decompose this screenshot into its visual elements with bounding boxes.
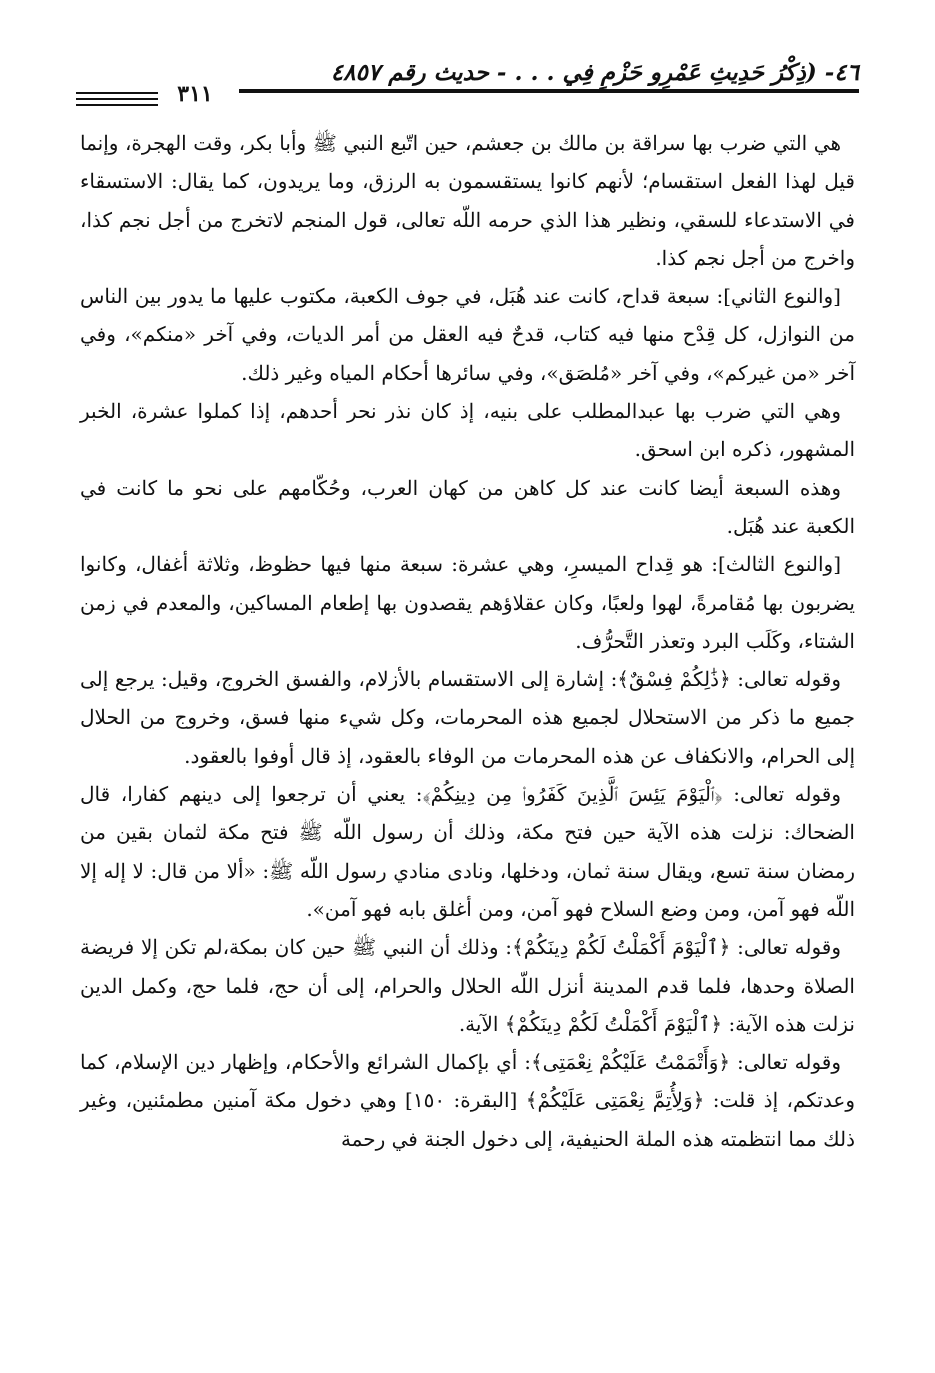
paragraph: هي التي ضرب بها سراقة بن مالك بن جعشم، حين اتّبع النبي ﷺ وأبا بكر، وقت الهجرة، وإنما قيل لهذا الفعل استقسام؛ لأنهم كانوا يستقسمون به الرزق، وما يريدون، كما يقال: الاستسقاء في الاستدعاء للسقي، ونظير هذا الذي حرمه اللّه تعالى، قول المنجم لاتخرج من أجل نجم كذا، واخرج من أجل نجم كذا. bbox=[80, 131, 855, 270]
paragraph: [والنوع الثالث]: هو قِداح الميسرِ، وهي عشرة: سبعة منها فيها حظوظ، وثلاثة أغفال، وكانوا يضربون بها مُقامرةً، لهوا ولعبًا، وكان عقلاؤهم يقصدون بها إطعام المساكين، والمعدم في زمن الشتاء، وكَلَب البرد وتعذر التَّحرُّف. bbox=[80, 552, 855, 653]
header-rule bbox=[239, 89, 859, 93]
paragraph: وقوله تعالى: ﴿وَأَتْمَمْتُ عَلَيْكُمْ نِعْمَتِى﴾: أي بإكمال الشرائع والأحكام، وإظهار دين الإسلام، كما وعدتكم، إذ قلت: ﴿وَلِأُتِمَّ نِعْمَتِى عَلَيْكُمْ﴾ [البقرة: ١٥٠] وهي دخول مكة آمنين مطمئنين، وغير ذلك مما انتظمته هذه الملة الحنيفية، إلى دخول الجنة في رحمة bbox=[80, 1050, 856, 1151]
page-number: ٣١١ bbox=[160, 80, 230, 108]
paragraph: وهي التي ضرب بها عبدالمطلب على بنيه، إذ كان نذر نحر أحدهم، إذا كملوا عشرة، الخبر المشهور، ذكره ابن اسحق. bbox=[80, 399, 855, 462]
paragraph: وقوله تعالى: ﴿ٱلْيَوْمَ أَكْمَلْتُ لَكُمْ دِينَكُمْ﴾: وذلك أن النبي ﷺ حين كان بمكة،لم تكن إلا فريضة الصلاة وحدها، فلما قدم المدينة أنزل اللّه الحلال والحرام، إلى أن حج، فلما حج، وكمل الدين نزلت هذه الآية: ﴿ٱلْيَوْمَ أَكْمَلْتُ لَكُمْ دِينَكُمْ﴾ الآية. bbox=[80, 935, 855, 1036]
page-number-rule bbox=[76, 104, 158, 106]
page-header bbox=[76, 58, 859, 112]
page-number-rule bbox=[76, 98, 158, 100]
paragraph: [والنوع الثاني]: سبعة قداح، كانت عند هُبَل، في جوف الكعبة، مكتوب عليها ما يدور بين الناس من النوازل، كل قِدْح منها فيه كتاب، قدحٌ فيه العقل من أمر الديات، وفي آخر «منكم»، وفي آخر «من غيركم»، وفي آخر «مُلصَق»، وفي سائرها أحكام المياه وغير ذلك. bbox=[80, 284, 855, 385]
running-title: ٤٦- (ذِكْرُ حَدِيثِ عَمْرِو حَزْمٍ فِي . . . - حديث رقم ٤٨٥٧ bbox=[330, 59, 859, 86]
paragraph: وهذه السبعة أيضا كانت عند كل كاهن من كهان العرب، وحُكّامهم على نحو ما كانت في الكعبة عند هُبَل. bbox=[80, 475, 855, 538]
paragraph: وقوله تعالى: ﴿ذَٰلِكُمْ فِسْقٌ﴾: إشارة إلى الاستقسام بالأزلام، والفسق الخروج، وقيل: يرجع إلى جميع ما ذكر من الاستحلال لجميع هذه المحرمات، وكل شيء منها فسق، وخروج من الحلال إلى الحرام، والانكفاف عن هذه المحرمات من الوفاء بالعقود، إذ قال أوفوا بالعقود. bbox=[80, 667, 855, 768]
page-number-rule bbox=[76, 92, 158, 94]
paragraph: وقوله تعالى: ﴿ٱلْيَوْمَ يَئِسَ ٱلَّذِينَ كَفَرُوا۟ مِن دِينِكُمْ﴾: يعني أن ترجعوا إلى دينهم كفارا، قال الضحاك: نزلت هذه الآية حين فتح مكة، وذلك أن رسول اللّه ﷺ فتح مكة لثمان بقين من رمضان سنة تسع، ويقال سنة ثمان، ودخلها، ونادى منادي رسول اللّه ﷺ: «ألا من قال: لا إله إلا اللّه فهو آمن، ومن وضع السلاح فهو آمن، ومن أغلق بابه فهو آمن». bbox=[80, 782, 855, 921]
page-body bbox=[80, 124, 855, 1158]
